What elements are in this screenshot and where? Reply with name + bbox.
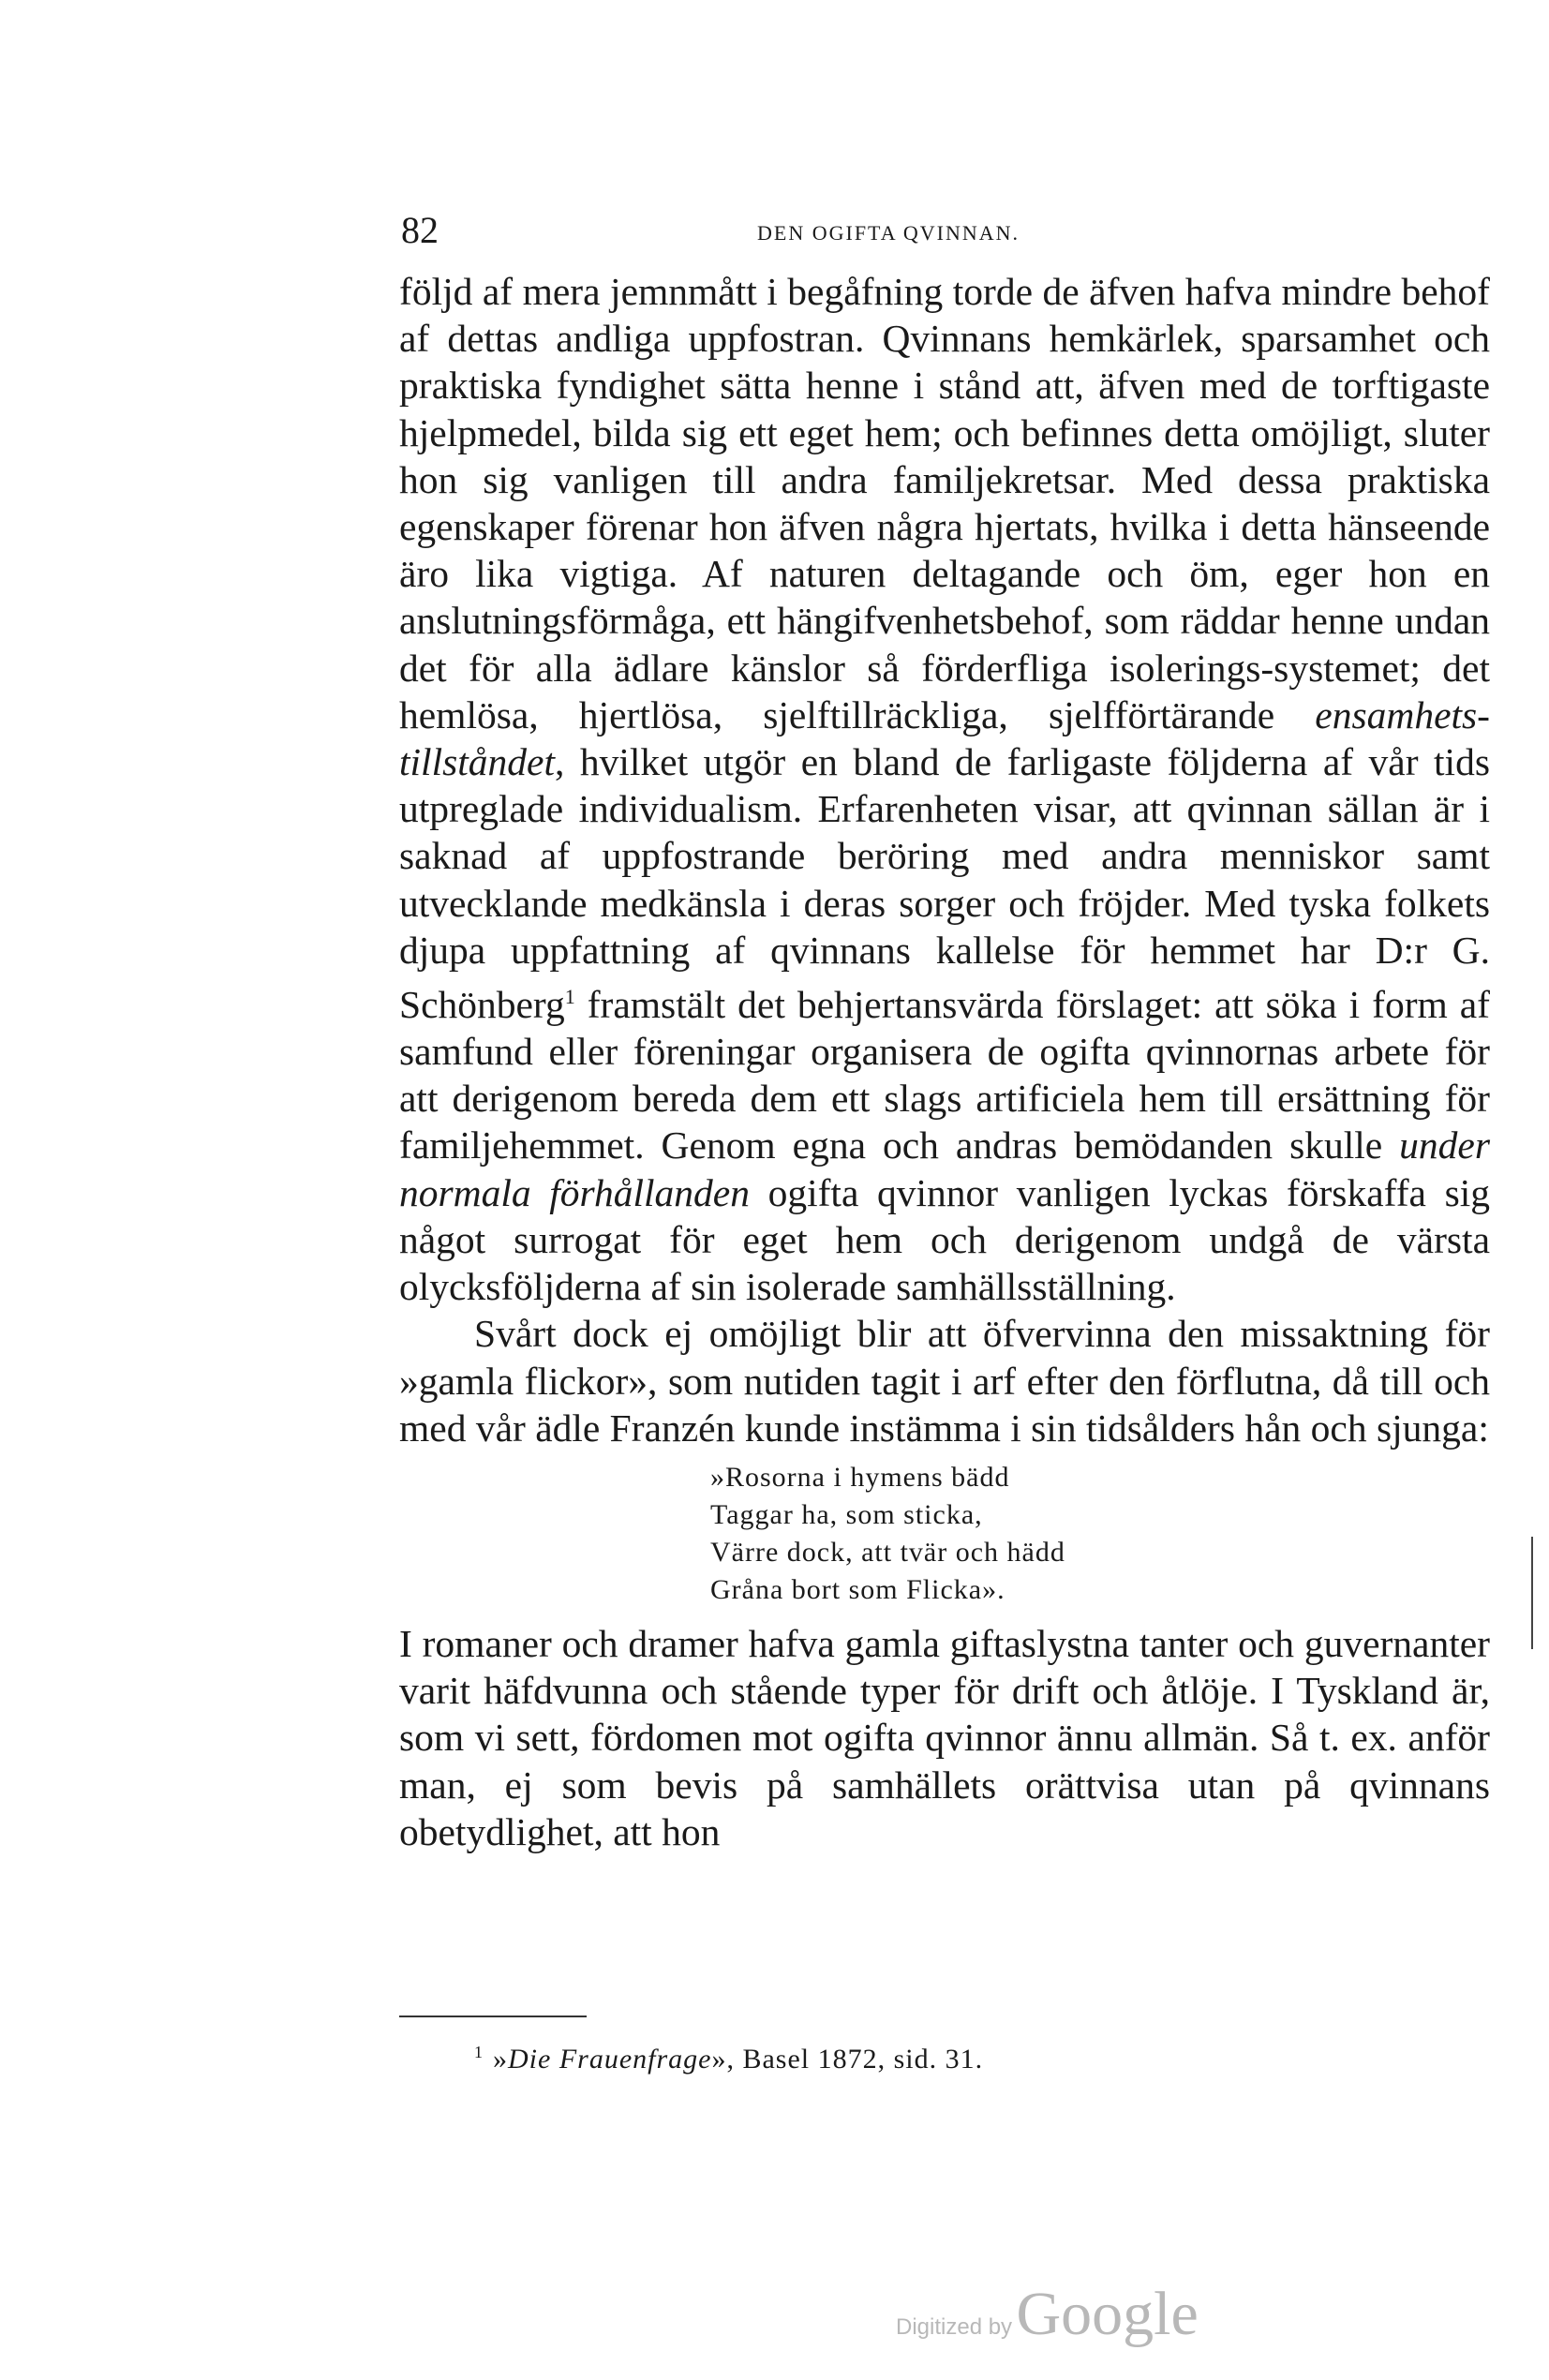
poem-line: Taggar ha, som sticka, — [710, 1498, 983, 1530]
running-title: DEN OGIFTA QVINNAN. — [757, 221, 1020, 245]
page-header — [401, 208, 1117, 255]
paragraph: Svårt dock ej omöjligt blir att öfvervinna den missaktning för »gamla flickor», som nutiden tagit i arf efter den förflutna, då till och med vår ädle Franzén kunde instämma i sin tidsålders hån och sjunga: — [399, 1312, 1490, 1450]
watermark-prefix: Digitized by — [896, 2314, 1013, 2340]
footnote-quote-open: » — [493, 2044, 508, 2075]
body-text — [399, 268, 1490, 1855]
paragraph-text: framstält det behjertansvärda förslaget: att söka i form af samfund eller föreningar organisera de ogifta qvinnornas arbete för att derigenom bereda dem ett slags artificiela hem till ersättning för familjehemmet. Genom egna och andras bemödanden skulle — [399, 982, 1490, 1168]
footnote-divider — [399, 2016, 587, 2017]
emphasis-text: under normala förhållanden — [399, 1123, 1490, 1214]
watermark-brand: Google — [1016, 2280, 1199, 2348]
footnote-citation: , Basel 1872, sid. 31. — [726, 2044, 984, 2075]
poem-quote — [710, 1459, 1490, 1609]
footnote — [474, 2043, 983, 2075]
page-edge-mark — [1531, 1537, 1533, 1649]
footnote-reference: 1 — [564, 985, 575, 1009]
paragraph — [399, 268, 1490, 1310]
poem-line: Gråna bort som Flicka». — [710, 1573, 1005, 1605]
page-number: 82 — [401, 209, 439, 251]
poem-line: Värre dock, att tvär och hädd — [710, 1536, 1065, 1568]
paragraph-text: , hvilket utgör en bland de farligaste följderna af vår tids utpreglade individualism. Erfarenheten visar, att qvinnan sällan är i saknad af uppfostrande beröring med andra menniskor samt utvecklande medkänsla i deras sorger och fröjder. Med tyska folkets djupa uppfattning af qvinnans kallelse för hemmet har D:r G. Schönberg — [399, 740, 1490, 1026]
footnote-marker: 1 — [474, 2043, 484, 2061]
paragraph-text: följd af mera jemnmått i begåfning torde de äfven hafva mindre behof af dettas andliga uppfostran. Qvinnans hemkärlek, sparsamhet och praktiska fyndighet sätta henne i stånd att, äfven med de torftigaste hjelpmedel, bilda sig ett eget hem; och befinnes detta omöjligt, sluter hon sig vanligen till andra familjekretsar. Med dessa praktiska egenskaper förenar hon äfven några hjertats, hvilka i detta hänseende äro lika vigtiga. Af naturen deltagande och öm, eger hon en anslutningsförmåga, ett hängifvenhetsbehof, som räddar henne undan det för alla ädlare känslor så förderfliga isolerings-systemet; det hemlösa, hjertlösa, sjelftillräckliga, sjelfförtärande — [399, 270, 1490, 736]
poem-line: »Rosorna i hymens bädd — [710, 1461, 1010, 1493]
paragraph-text: ogifta qvinnor vanligen lyckas förskaffa sig något surrogat för eget hem och derigenom undgå de värsta olycksföljderna af sin isolerade samhällsställning. — [399, 1170, 1490, 1309]
paragraph: I romaner och dramer hafva gamla giftaslystna tanter och guvernanter varit häfdvunna och stående typer för drift och åtlöje. I Tyskland är, som vi sett, fördomen mot ogifta qvinnor ännu allmän. Så t. ex. anför man, ej som bevis på samhällets orättvisa utan på qvinnans obetydlighet, att hon — [399, 1621, 1490, 1853]
emphasis-text: ensamhets-tillståndet — [399, 692, 1490, 784]
footnote-quote-close: » — [711, 2044, 727, 2075]
footnote-title: Die Frauenfrage — [508, 2044, 712, 2075]
digitized-watermark — [896, 2279, 1199, 2350]
